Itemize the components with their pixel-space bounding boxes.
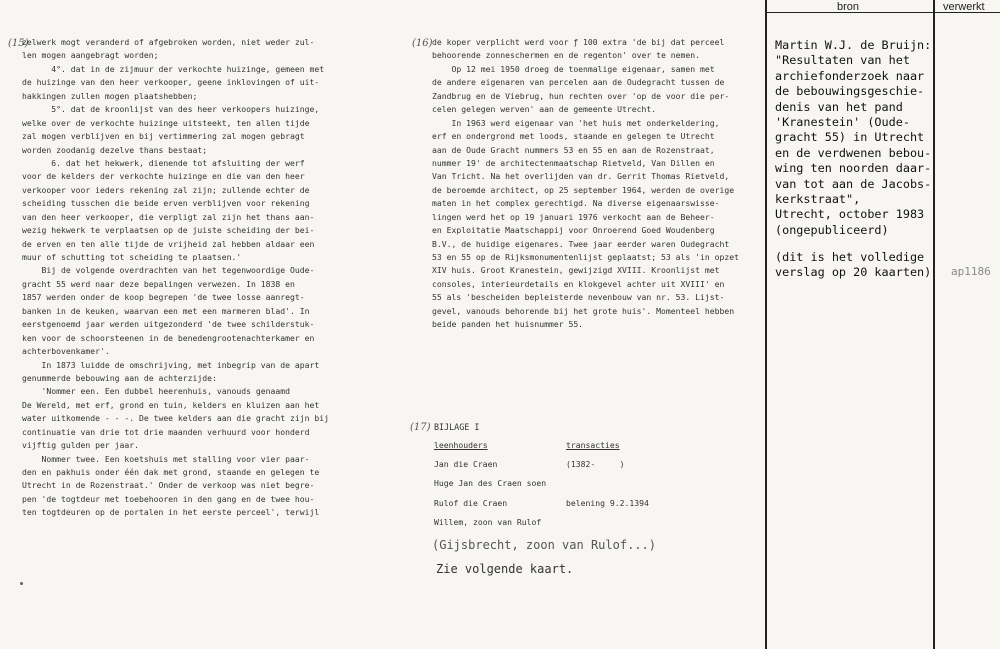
col-header-leenhouders: leenhouders <box>434 440 488 450</box>
bijlage-title: BIJLAGE I <box>434 422 480 432</box>
table-border-left <box>765 0 767 649</box>
text-line: genummerde bebouwing aan de achterzijde: <box>22 372 217 383</box>
text-line: ken voor de schoorsteenen in de benedengrootenachterkamer en <box>22 332 315 343</box>
text-line: behoorende zonneschermen en de regenton' over te nemen. <box>432 50 701 61</box>
citation-line: archiefonderzoek naar <box>775 68 925 83</box>
citation-line: en de verdwenen bebou- <box>775 145 932 160</box>
text-line: worden zoodanig dezelve thans bestaat; <box>22 144 208 155</box>
note-line: (dit is het volledige <box>775 250 925 264</box>
text-line: de huizinge van den heer verkooper, geene inklovingen of uit- <box>22 77 320 88</box>
citation-line: wing ten noorden daar- <box>775 161 932 176</box>
left-page-text <box>22 36 390 520</box>
text-line: aan de Oude Gracht nummers 53 en 55 en aan de Rozenstraat, <box>432 144 715 155</box>
text-line: de beroemde architect, op 25 september 1964, werden de overige <box>432 184 735 195</box>
text-line: 5°. dat de kroonlijst van des heer verkoopers huizinge, <box>22 104 320 115</box>
text-line: muur of schutting tot scheiding te plaatsen.' <box>22 252 242 262</box>
text-line: de koper verplicht werd voor ƒ 100 extra 'de bij dat perceel <box>432 37 725 47</box>
handwritten-note: (Gijsbrecht, zoon van Rulof...) <box>432 538 656 552</box>
text-line: Bij de volgende overdrachten van het tegenwoordige Oude- <box>22 265 315 276</box>
transactie-value: (1382- ) <box>566 459 625 469</box>
text-line: verkooper voor ieders rekening zal zijn; zullende echter de <box>22 184 310 195</box>
text-line: Op 12 mei 1950 droeg de toenmalige eigenaar, samen met <box>432 63 715 74</box>
page-number-middle: (16) <box>412 38 433 49</box>
page-number-left: (15) <box>8 38 29 49</box>
stray-mark <box>20 582 23 585</box>
text-line: en Exploitatie Maatschappij voor Onroerend Goed Woudenberg <box>432 225 715 236</box>
text-line: banken in de keuken, waarvan een met een marmeren blad'. In <box>22 305 310 316</box>
text-line: 4°. dat in de zijmuur der verkochte huizinge, gemeen met <box>22 63 325 74</box>
text-line: Zandbrug en de Viebrug, hun rechten over 'op de voor die per- <box>432 90 730 101</box>
text-line: De Wereld, met erf, grond en tuin, kelders en kluizen aan het <box>22 399 320 410</box>
text-line: scheiding tusschen die beide erven verblijven voor rekening <box>22 198 310 209</box>
text-line: 55 als 'bescheiden bepleisterde nevenbouw van nr. 53. Lijst- <box>432 292 725 303</box>
text-line: erf en ondergrond met loods, staande en gelegen te Utrecht <box>432 131 715 142</box>
text-line: 1857 werden onder de koop begrepen 'de twee losse aanregt- <box>22 292 305 303</box>
text-line: XIV huis. Groot Kranestein, gewijzigd XVIII. Kroonlijst met <box>432 265 720 276</box>
text-line: Van Tricht. Na het overlijden van dr. Gerrit Thomas Rietveld, <box>432 171 730 182</box>
text-line: beide panden het huisnummer 55. <box>432 319 584 330</box>
text-line: vijftig gulden per jaar. <box>22 440 139 451</box>
text-line: zal mogen verblijven en bij vertimmering zal mogen gebragt <box>22 131 305 142</box>
text-line: water uitkomende - - -. De twee kelders aan die gracht zijn bij <box>22 413 329 424</box>
header-verwerkt: verwerkt <box>943 1 985 13</box>
text-line: 53 en 55 op de Rijksmonumentenlijst geplaatst; 53 als 'in opzet <box>432 252 739 262</box>
note-line: verslag op 20 kaarten) <box>775 265 932 280</box>
text-line: van den heer verkooper, die verpligt zal zijn het thans aan- <box>22 211 315 222</box>
text-line: welke over de verkochte huizinge uitsteekt, ten allen tijde <box>22 117 310 128</box>
text-line: maten in het complex gerechtigd. Na diverse eigenaarswisse- <box>432 198 720 209</box>
citation-line: "Resultaten van het <box>775 53 910 68</box>
citation-line: Martin W.J. de Bruijn: <box>775 38 932 52</box>
text-line: pen 'de togtdeur met toebehooren in den gang en de twee hou- <box>22 493 315 504</box>
text-line: 6. dat het hekwerk, dienende tot afsluiting der werf <box>22 157 305 168</box>
left-page <box>0 0 395 649</box>
bron-citation <box>775 38 953 238</box>
text-line: consoles, interieurdetails en klokgevel achter uit XVIII' en <box>432 278 725 289</box>
text-line: continuatie van drie tot drie maanden verhuurd voor honderd <box>22 426 310 437</box>
citation-line: kerkstraat", <box>775 191 861 206</box>
text-line: ten togtdeuren op de portalen in het eerste perceel', terwijl <box>22 507 320 518</box>
page-number-bijlage: (17) <box>410 422 431 433</box>
text-line: In 1963 werd eigenaar van 'het huis met onderkeldering, <box>432 117 720 128</box>
text-line: de erven en ten alle tijde de vrijheid zal hebben aldaar een <box>22 238 315 249</box>
text-line: B.V., de huidige eigenares. Twee jaar eerder waren Oudegracht <box>432 238 730 249</box>
text-line: voor de kelders der verkochte huizinge en die van den heer <box>22 171 305 182</box>
text-line: lingen werd het op 19 januari 1976 verkocht aan de Beheer- <box>432 211 715 222</box>
header-bron: bron <box>837 1 860 13</box>
transactie-value: belening 9.2.1394 <box>566 498 649 508</box>
text-line: nummer 19' de architectenmaatschap Rietveld, Van Dillen en <box>432 157 715 168</box>
citation-line: (ongepubliceerd) <box>775 222 889 237</box>
leenhouder-name: Huge Jan des Craen soen <box>434 478 547 488</box>
leenhouder-name: Jan die Craen <box>434 459 498 469</box>
text-line: hakkingen zullen mogen plaatshebben; <box>22 90 198 101</box>
text-line: gevel, vanouds behorende bij het grote huis'. Momenteel hebben <box>432 305 735 316</box>
citation-line: gracht 55) in Utrecht <box>775 130 925 145</box>
text-line: achterbovenkamer'. <box>22 346 110 357</box>
text-line: wezig hekwerk te verplaatsen op de juiste scheiding der bei- <box>22 225 315 236</box>
citation-line: 'Kranestein' (Oude- <box>775 114 910 129</box>
verwerkt-code: ap1186 <box>951 265 991 278</box>
citation-line: de bebouwingsgeschie- <box>775 84 925 99</box>
citation-line: van tot aan de Jacobs- <box>775 176 932 191</box>
leenhouder-name: Willem, zoon van Rulof <box>434 517 542 527</box>
bron-note <box>775 250 953 281</box>
text-line: Nommer twee. Een koetshuis met stalling voor vier paar- <box>22 453 310 464</box>
citation-line: Utrecht, october 1983 <box>775 207 925 222</box>
middle-page-text <box>432 36 762 332</box>
continue-note: Zie volgende kaart. <box>436 562 574 576</box>
leenhouder-name: Rulof die Craen <box>434 498 508 508</box>
text-line: celen gelegen werven' aan de gemeente Utrecht. <box>432 104 657 115</box>
index-card-table <box>765 0 1000 649</box>
text-line: gracht 55 werd naar deze bepalingen verwezen. In 1838 en <box>22 278 295 289</box>
col-header-transacties: transacties <box>566 440 620 450</box>
text-line: den en pakhuis onder één dak met grond, staande en gelegen te <box>22 467 320 477</box>
text-line: Utrecht in de Rozenstraat.' Onder de verkoop was niet begre- <box>22 480 315 491</box>
text-line: zelwerk mogt veranderd of afgebroken worden, niet weder zul- <box>22 37 315 47</box>
text-line: In 1873 luidde de omschrijving, met inbegrip van de apart <box>22 359 320 370</box>
text-line: len mogen aangebragt worden; <box>22 50 159 61</box>
text-line: eerstgenoemd jaar werden uitgezonderd 'de twee schilderstuk- <box>22 319 315 330</box>
text-line: 'Nommer een. Een dubbel heerenhuis, vanouds genaamd <box>22 386 291 397</box>
text-line: de andere eigenaren van percelen aan de Oudegracht tussen de <box>432 77 725 88</box>
citation-line: denis van het pand <box>775 99 903 114</box>
